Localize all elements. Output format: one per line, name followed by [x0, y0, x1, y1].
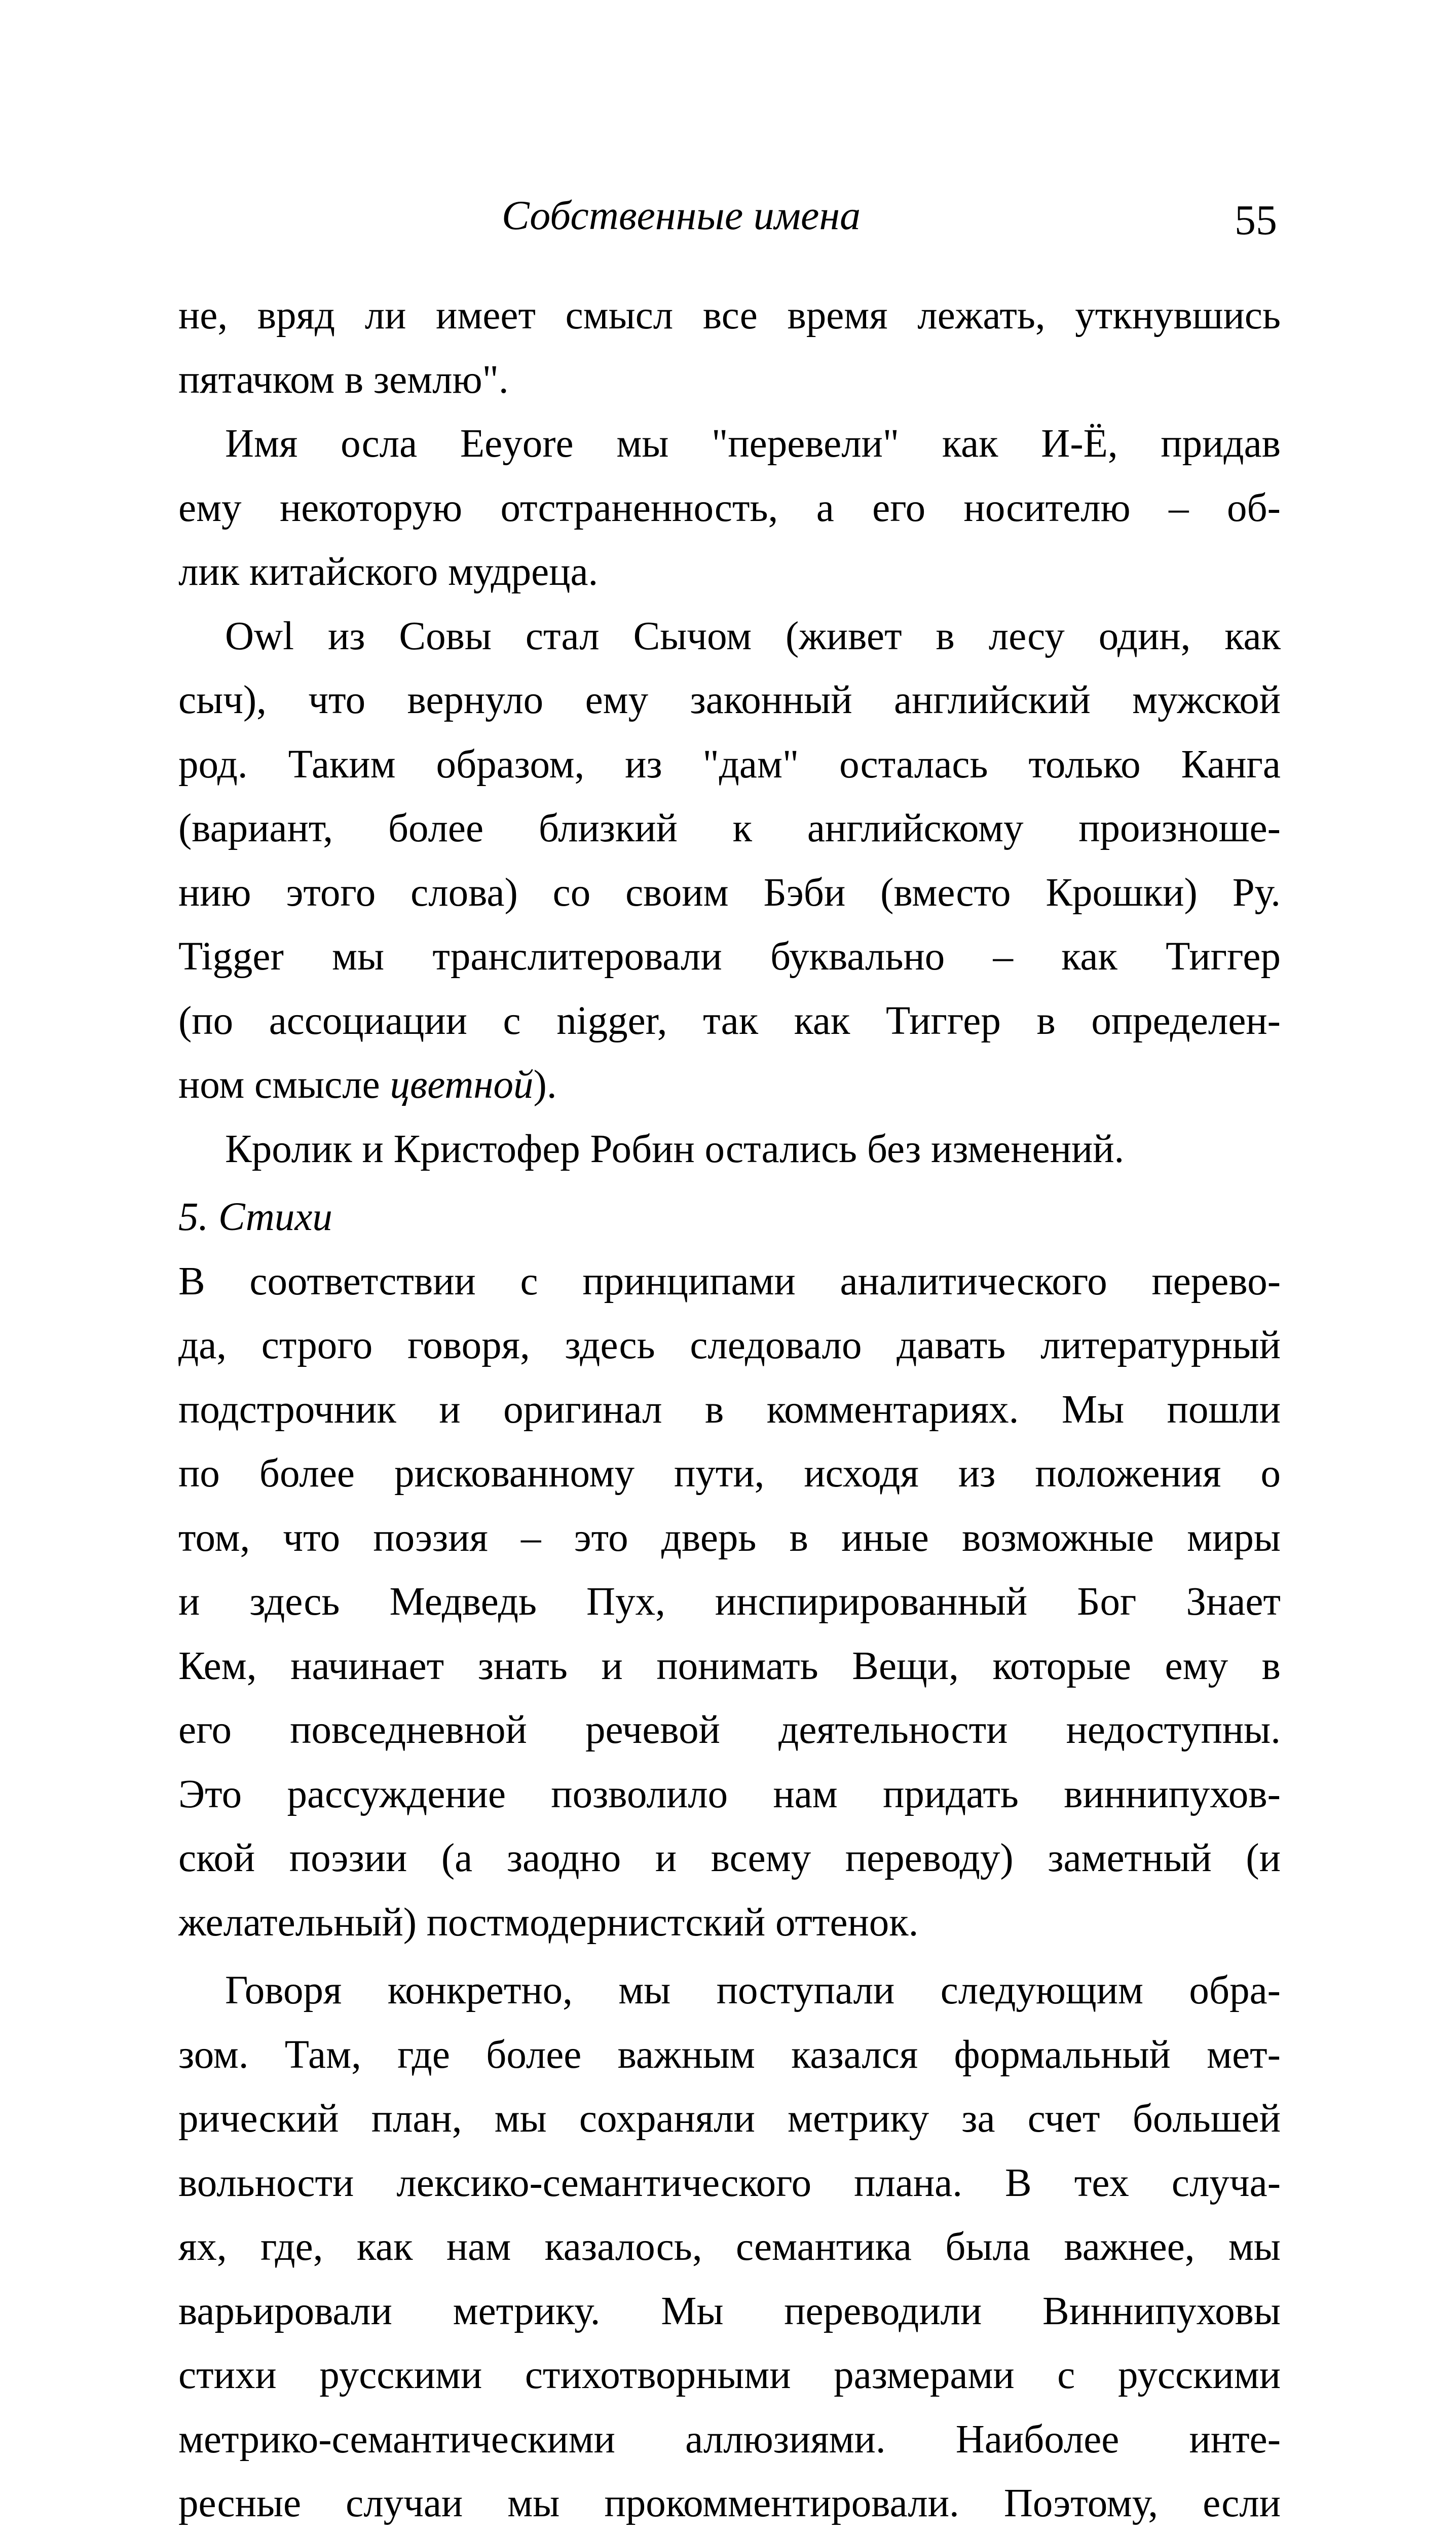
text-line: сыч), что вернуло ему законный английский мужской [178, 678, 1281, 722]
text-line: вольности лексико-семантического плана. В тех случа- [178, 2160, 1281, 2205]
text-line: его повседневной речевой деятельности недоступны. [178, 1708, 1281, 1752]
text-line: Говоря конкретно, мы поступали следующим обра- [225, 1968, 1281, 2013]
page-number: 55 [1235, 197, 1277, 244]
text-line [178, 1053, 1281, 1117]
text-line: нию этого слова) со своим Бэби (вместо Крошки) Ру. [178, 870, 1281, 915]
text-fragment: ). [533, 1063, 557, 1107]
text-line: том, что поэзия – это дверь в иные возможные миры [178, 1515, 1281, 1560]
text-line: В соответствии с принципами аналитического перево- [178, 1259, 1281, 1303]
text-line: ской поэзии (а заодно и всему переводу) заметный (и [178, 1836, 1281, 1880]
section-heading: 5. Стихи [178, 1195, 332, 1239]
body-text [178, 284, 1281, 2534]
text-line: (вариант, более близкий к английскому произноше- [178, 806, 1281, 850]
text-line: пятачком в землю". [178, 357, 509, 402]
text-line: рический план, мы сохраняли метрику за счет большей [178, 2097, 1281, 2141]
text-line: не, вряд ли имеет смысл все время лежать, уткнувшись [178, 293, 1281, 338]
text-line: Кролик и Кристофер Робин остались без изменений. [225, 1127, 1125, 1171]
text-line: Имя осла Eeyore мы "перевели" как И-Ё, придав [225, 422, 1281, 466]
text-line: (по ассоциации с nigger, так как Тиггер в определен- [178, 998, 1281, 1043]
text-line: Кем, начинает знать и понимать Вещи, которые ему в [178, 1644, 1281, 1688]
text-line: Owl из Совы стал Сычом (живет в лесу один, как [225, 614, 1281, 658]
text-line: Это рассуждение позволило нам придать виннипухов- [178, 1772, 1281, 1816]
text-line: ему некоторую отстраненность, а его носителю – об- [178, 486, 1281, 530]
text-fragment: ном смысле [178, 1063, 390, 1107]
text-line: метрико-семантическими аллюзиями. Наиболее инте- [178, 2417, 1281, 2462]
text-line: по более рискованному пути, исходя из положения о [178, 1451, 1281, 1496]
text-line: род. Таким образом, из "дам" осталась только Канга [178, 742, 1281, 787]
text-line: лик китайского мудреца. [178, 550, 599, 594]
text-line: да, строго говоря, здесь следовало давать литературный [178, 1323, 1281, 1367]
text-line: стихи русскими стихотворными размерами с русскими [178, 2353, 1281, 2397]
emphasized-word: цветной [390, 1063, 534, 1107]
running-title: Собственные имена [502, 192, 861, 238]
text-line: и здесь Медведь Пух, инспирированный Бог Знает [178, 1580, 1281, 1624]
text-line: ресные случаи мы прокомментировали. Поэтому, если [178, 2481, 1281, 2525]
text-line: желательный) постмодернистский оттенок. [178, 1900, 919, 1945]
text-line: Tigger мы транслитеровали буквально – как Тиггер [178, 935, 1281, 979]
text-line: зом. Там, где более важным казался формальный мет- [178, 2032, 1281, 2077]
text-line: ях, где, как нам казалось, семантика была важнее, мы [178, 2225, 1281, 2269]
text-line: подстрочник и оригинал в комментариях. Мы пошли [178, 1387, 1281, 1432]
text-line: варьировали метрику. Мы переводили Виннипуховы [178, 2289, 1281, 2333]
